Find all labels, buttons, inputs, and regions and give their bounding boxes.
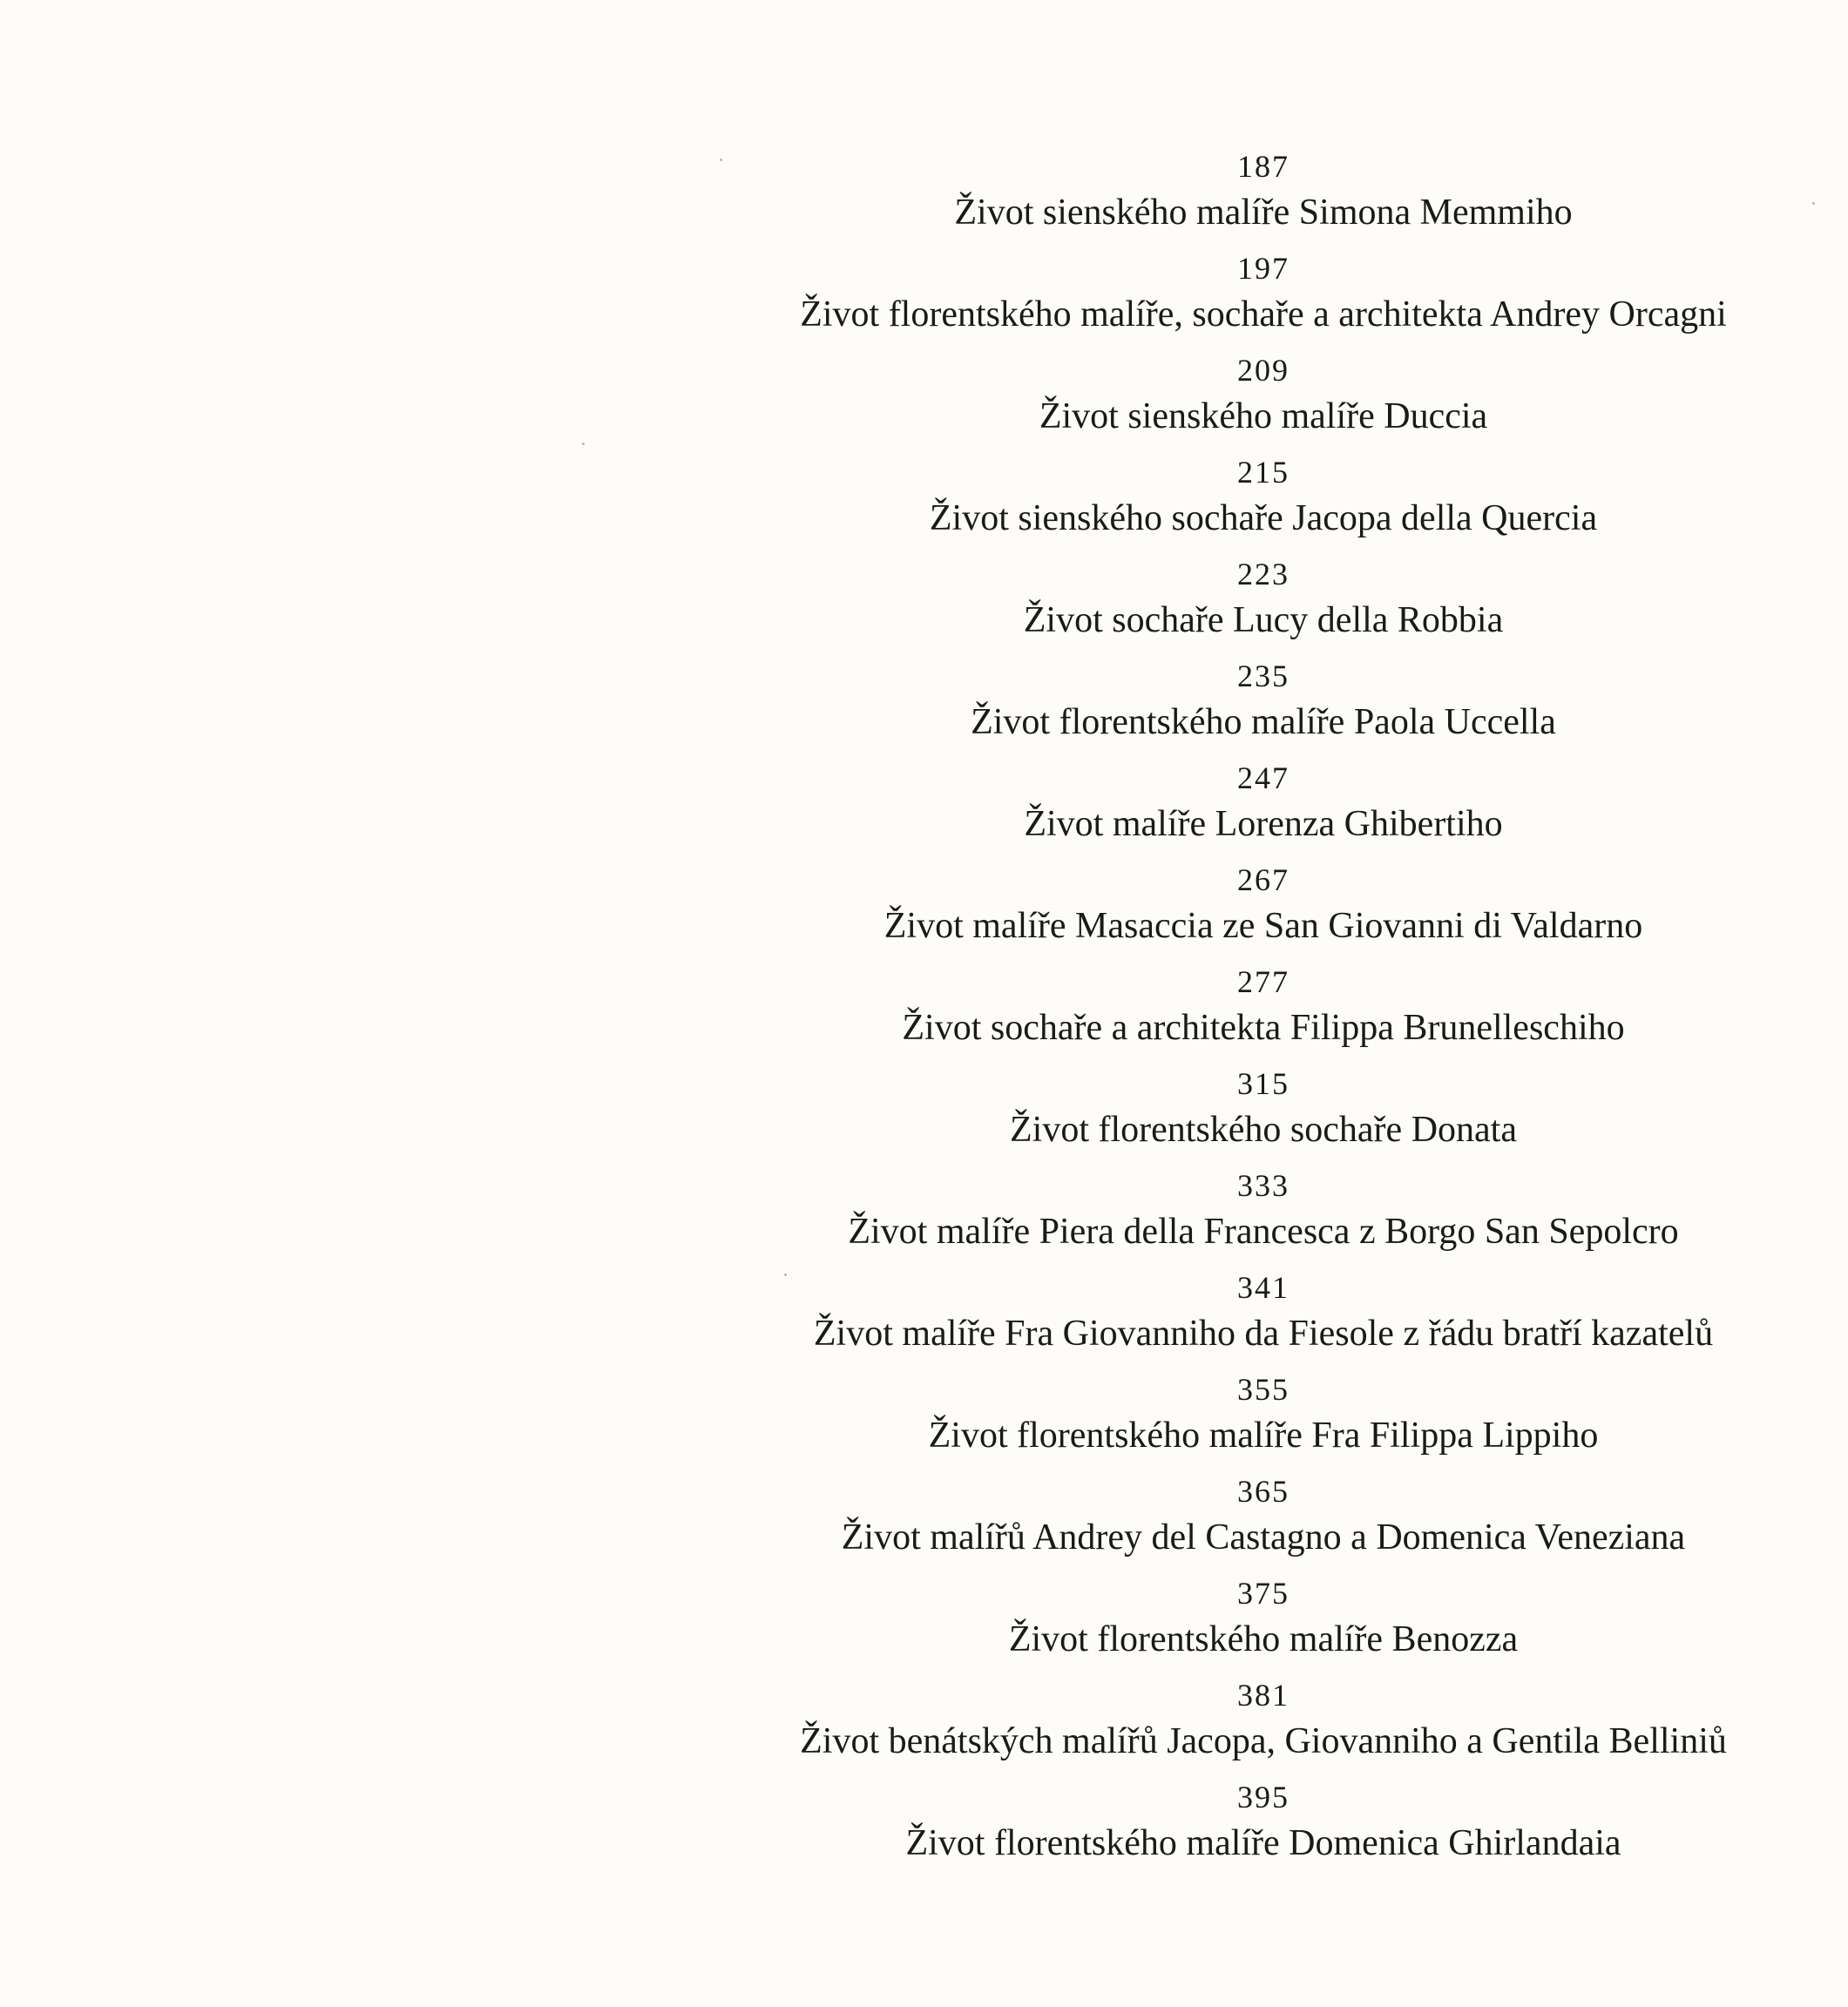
toc-entry[interactable] — [741, 1777, 1786, 1879]
toc-entry[interactable] — [741, 1369, 1786, 1471]
toc-entry[interactable] — [741, 656, 1786, 758]
toc-entry[interactable] — [741, 554, 1786, 656]
toc-title: Život sochaře a architekta Filippa Brunelleschiho — [902, 1008, 1625, 1048]
toc-page-number: 277 — [1237, 964, 1290, 999]
toc-page-number: 215 — [1237, 455, 1290, 490]
toc-title: Život florentského malíře Paola Uccella — [971, 702, 1556, 742]
toc-page-number: 247 — [1237, 760, 1290, 795]
toc-title: Život malíře Piera della Francesca z Borgo San Sepolcro — [848, 1212, 1679, 1252]
paper-speck — [582, 443, 585, 445]
toc-title: Život sienského malíře Duccia — [1039, 396, 1488, 436]
toc-title: Život malířů Andrey del Castagno a Domenica Veneziana — [841, 1517, 1686, 1558]
toc-title: Život malíře Masaccia ze San Giovanni di Valdarno — [883, 906, 1643, 946]
toc-entry[interactable] — [741, 1471, 1786, 1573]
toc-page-number: 375 — [1237, 1576, 1290, 1611]
toc-title: Život malíře Lorenza Ghibertiho — [1024, 804, 1503, 844]
toc-title: Život sienského sochaře Jacopa della Quercia — [929, 498, 1598, 538]
toc-entry[interactable] — [741, 962, 1786, 1064]
toc-page-number: 197 — [1237, 251, 1290, 286]
toc-page-number: 395 — [1237, 1780, 1290, 1814]
toc-page-number: 267 — [1237, 862, 1290, 897]
toc-title: Život florentského malíře Fra Filippa Lippiho — [928, 1416, 1599, 1456]
paper-speck — [1812, 202, 1815, 205]
toc-page-number: 235 — [1237, 659, 1290, 693]
toc-title: Život benátských malířů Jacopa, Giovanniho a Gentila Belliniů — [800, 1721, 1727, 1761]
toc-entry[interactable] — [741, 248, 1786, 350]
toc-entry[interactable] — [741, 1267, 1786, 1369]
toc-entry[interactable] — [741, 1573, 1786, 1675]
toc-title: Život florentského malíře, sochaře a architekta Andrey Orcagni — [800, 294, 1727, 334]
toc-page-number: 187 — [1237, 149, 1290, 184]
toc-page-number: 381 — [1237, 1678, 1290, 1713]
toc-entry[interactable] — [741, 758, 1786, 860]
toc-page-number: 209 — [1237, 353, 1290, 388]
toc-entry[interactable] — [741, 350, 1786, 452]
paper-speck — [720, 159, 722, 161]
toc-title: Život florentského malíře Domenica Ghirlandaia — [905, 1823, 1621, 1863]
table-of-contents — [741, 146, 1786, 1879]
toc-entry[interactable] — [741, 1166, 1786, 1267]
toc-entry[interactable] — [741, 452, 1786, 554]
toc-title: Život florentského malíře Benozza — [1008, 1619, 1519, 1659]
toc-page-number: 315 — [1237, 1066, 1290, 1101]
toc-page-number: 223 — [1237, 557, 1290, 591]
toc-page-number: 333 — [1237, 1168, 1290, 1203]
toc-page-number: 365 — [1237, 1474, 1290, 1509]
toc-page-number: 355 — [1237, 1372, 1290, 1407]
toc-entry[interactable] — [741, 860, 1786, 962]
toc-title: Život malíře Fra Giovanniho da Fiesole z řádu bratří kazatelů — [813, 1314, 1714, 1354]
toc-entry[interactable] — [741, 1675, 1786, 1777]
toc-title: Život florentského sochaře Donata — [1010, 1110, 1517, 1150]
toc-entry[interactable] — [741, 146, 1786, 248]
toc-title: Život sienského malíře Simona Memmiho — [954, 193, 1573, 233]
toc-entry[interactable] — [741, 1064, 1786, 1166]
toc-page-number: 341 — [1237, 1270, 1290, 1305]
toc-title: Život sochaře Lucy della Robbia — [1023, 600, 1504, 640]
